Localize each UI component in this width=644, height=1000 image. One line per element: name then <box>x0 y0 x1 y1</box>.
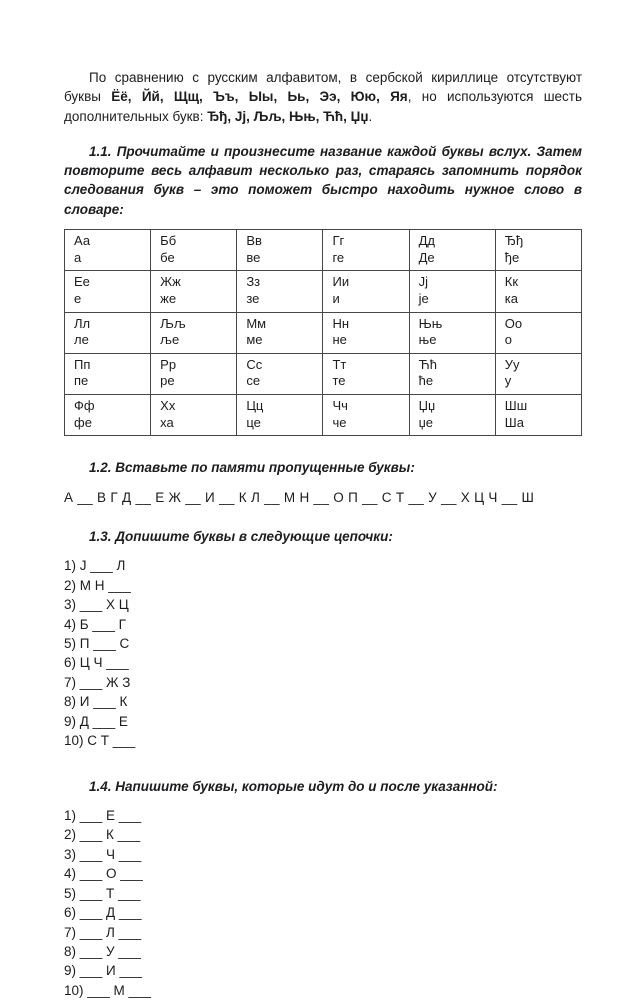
alphabet-cell <box>409 271 495 312</box>
alphabet-cell <box>409 353 495 394</box>
alphabet-cell <box>323 230 409 271</box>
letter-name: ге <box>332 249 345 265</box>
letter-pair: Оо <box>504 315 523 331</box>
letter-name: и <box>332 290 340 306</box>
letter-pair: Бб <box>160 233 177 249</box>
letter-pair: Дд <box>418 233 436 249</box>
letter-name: ме <box>246 332 263 348</box>
letter-pair: Сс <box>246 356 263 372</box>
list-item: 6) ___ Д ___ <box>64 905 142 921</box>
alphabet-cell <box>65 271 151 312</box>
letter-name: ле <box>74 332 89 348</box>
letter-pair: Уу <box>504 356 520 372</box>
alphabet-cell <box>237 353 323 394</box>
letter-pair: Шш <box>504 398 528 414</box>
list-item: 1) J ___ Л <box>64 558 126 574</box>
list-item: 4) ___ О ___ <box>64 866 143 882</box>
alphabet-cell <box>495 353 581 394</box>
alphabet-cell <box>237 395 323 436</box>
letter-pair: Лл <box>74 315 91 331</box>
list-item: 8) ___ У ___ <box>64 943 141 959</box>
letter-pair: Ћћ <box>418 356 437 372</box>
table-row <box>65 271 582 312</box>
letter-name: а <box>74 249 82 265</box>
exercise-1-3-list <box>64 556 582 750</box>
letter-pair: Ии <box>332 274 350 290</box>
exercise-1-3-heading: 1.3. Допишите буквы в следующие цепочки: <box>89 528 393 544</box>
alphabet-cell <box>151 395 237 436</box>
exercise-1-4-list <box>64 806 582 1000</box>
letter-name: ха <box>160 414 174 430</box>
list-item: 2) ___ К ___ <box>64 827 141 843</box>
table-row <box>65 395 582 436</box>
alphabet-table <box>64 229 582 436</box>
alphabet-cell <box>151 312 237 353</box>
letter-name: ве <box>246 249 261 265</box>
alphabet-cell <box>151 230 237 271</box>
alphabet-cell <box>409 395 495 436</box>
alphabet-cell <box>151 353 237 394</box>
alphabet-cell <box>323 395 409 436</box>
letter-pair: Фф <box>74 398 95 414</box>
list-item: 3) ___ Ч ___ <box>64 846 142 862</box>
list-item: 7) ___ Ж З <box>64 674 131 690</box>
alphabet-cell <box>237 312 323 353</box>
alphabet-cell <box>409 230 495 271</box>
letter-name: е <box>74 290 82 306</box>
letter-name: че <box>332 414 347 430</box>
list-item: 9) ___ И ___ <box>64 963 143 979</box>
intro-text-1: По сравнению с русским алфавитом, в сербской кириллице отсутствуют буквы <box>64 70 582 105</box>
letter-name: ђе <box>504 249 520 265</box>
alphabet-cell <box>323 353 409 394</box>
letter-name: ре <box>160 373 175 389</box>
alphabet-cell <box>495 230 581 271</box>
letter-name: о <box>504 332 513 348</box>
letter-pair: Мм <box>246 315 267 331</box>
list-item: 10) ___ М ___ <box>64 982 152 998</box>
list-item: 6) Ц Ч ___ <box>64 655 129 671</box>
exercise-1-1-heading: 1.1. Прочитайте и произнесите название каждой буквы вслух. Затем повторите весь алфавит несколько раз, стараясь запомнить порядок следования букв – это поможет быстро находить нужное слово в словаре: <box>64 143 582 217</box>
letter-name: ље <box>160 332 180 348</box>
list-item: 10) С Т ___ <box>64 733 136 749</box>
letter-pair: Зз <box>246 274 261 290</box>
letter-name: же <box>160 290 177 306</box>
letter-name: ће <box>418 373 434 389</box>
list-item: 2) М Н ___ <box>64 577 131 593</box>
letter-pair: Гг <box>332 233 345 249</box>
alphabet-cell <box>409 312 495 353</box>
letter-pair: Рр <box>160 356 177 372</box>
list-item: 5) П ___ С <box>64 635 130 651</box>
letter-name: Ша <box>504 414 524 430</box>
letter-name: се <box>246 373 261 389</box>
intro-text-3: . <box>368 108 373 124</box>
letter-pair: Џџ <box>418 398 436 414</box>
alphabet-cell <box>495 271 581 312</box>
letter-pair: Кк <box>504 274 519 290</box>
letter-pair: Тт <box>332 356 347 372</box>
table-row <box>65 312 582 353</box>
alphabet-cell <box>495 395 581 436</box>
letter-pair: Ђђ <box>504 233 524 249</box>
letter-name: зе <box>246 290 260 306</box>
intro-paragraph <box>64 68 582 126</box>
exercise-1-2-heading: 1.2. Вставьте по памяти пропущенные буквы: <box>89 460 415 476</box>
list-item: 4) Б ___ Г <box>64 616 126 632</box>
letter-name: це <box>246 414 261 430</box>
alphabet-cell <box>495 312 581 353</box>
table-row <box>65 230 582 271</box>
letter-name: не <box>332 332 347 348</box>
alphabet-cell <box>323 271 409 312</box>
list-item: 1) ___ Е ___ <box>64 807 142 823</box>
intro-missing-letters: Ёё, Йй, Щщ, Ъъ, Ыы, Ьь, Ээ, Юю, Яя <box>111 89 408 105</box>
letter-pair: Пп <box>74 356 91 372</box>
table-row <box>65 353 582 394</box>
letter-pair: Вв <box>246 233 262 249</box>
alphabet-cell <box>151 271 237 312</box>
letter-name: jе <box>418 290 429 306</box>
letter-pair: Ее <box>74 274 90 290</box>
alphabet-cell <box>237 271 323 312</box>
letter-pair: Жж <box>160 274 181 290</box>
list-item: 8) И ___ К <box>64 694 128 710</box>
letter-pair: Чч <box>332 398 348 414</box>
letter-name: фе <box>74 414 92 430</box>
letter-name: џе <box>418 414 434 430</box>
letter-pair: Нн <box>332 315 350 331</box>
intro-extra-letters: Ђђ, Jj, Љљ, Њњ, Ћћ, Џџ <box>207 108 369 124</box>
list-item: 3) ___ Х Ц <box>64 597 129 613</box>
alphabet-cell <box>65 312 151 353</box>
list-item: 5) ___ Т ___ <box>64 885 141 901</box>
letter-pair: Хх <box>160 398 176 414</box>
letter-name: Де <box>418 249 435 265</box>
letter-pair: Аа <box>74 233 91 249</box>
letter-name: ње <box>418 332 437 348</box>
letter-pair: Цц <box>246 398 264 414</box>
alphabet-cell <box>65 353 151 394</box>
alphabet-cell <box>65 395 151 436</box>
letter-pair: Љљ <box>160 315 186 331</box>
letter-pair: Њњ <box>418 315 443 331</box>
letter-name: те <box>332 373 346 389</box>
alphabet-cell <box>237 230 323 271</box>
intro-text-2: , но используются шесть дополнительных букв: <box>64 89 583 124</box>
list-item: 9) Д ___ Е <box>64 713 128 729</box>
letter-pair: Jj <box>418 274 429 290</box>
alphabet-cell <box>323 312 409 353</box>
letter-name: бе <box>160 249 175 265</box>
exercise-1-4-heading: 1.4. Напишите буквы, которые идут до и после указанной: <box>89 778 498 794</box>
alphabet-cell <box>65 230 151 271</box>
exercise-1-2-line: А __ В Г Д __ Е Ж __ И __ К Л __ М Н __ О П __ С Т __ У __ Х Ц Ч __ Ш <box>64 489 535 505</box>
list-item: 7) ___ Л ___ <box>64 924 142 940</box>
letter-name: пе <box>74 373 89 389</box>
letter-name: у <box>504 373 512 389</box>
letter-name: ка <box>504 290 518 306</box>
